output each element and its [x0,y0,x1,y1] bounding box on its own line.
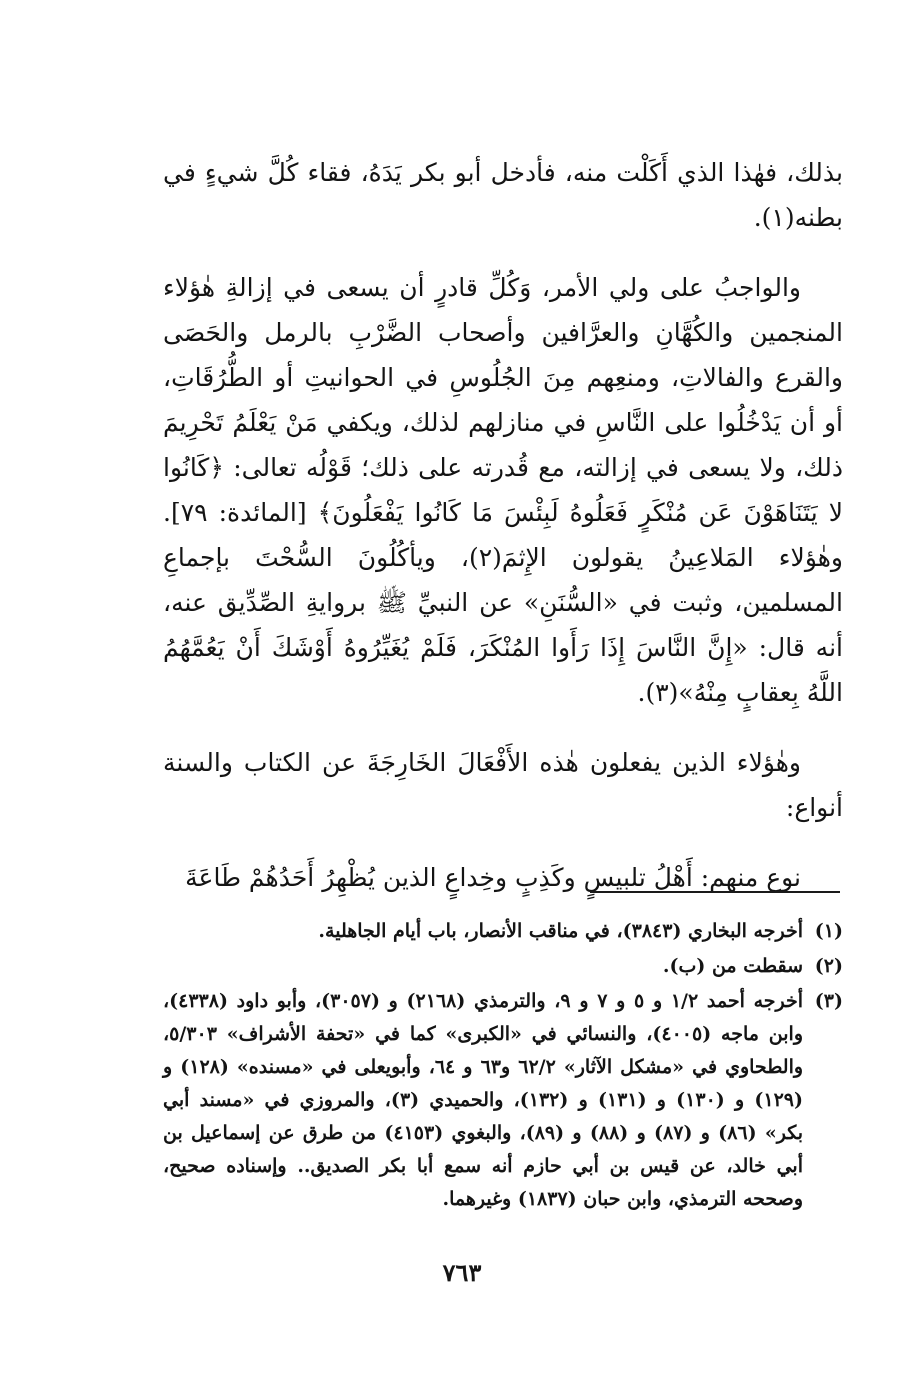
page-number: ٧٦٣ [442,1258,482,1287]
footnote-text: سقطت من (ب). [662,955,803,977]
footnote-number: (١) [814,920,843,942]
footnote-3 [163,985,843,1216]
footnote-2 [163,950,843,983]
paragraph-types-intro: وهٰؤلاء الذين يفعلون هٰذه الأَفْعَالَ الخَارِجَةَ عن الكتاب والسنة أنواع: [163,748,843,822]
paragraph-duty-of-ruler: والواجبُ على ولي الأمر، وَكُلِّ قادرٍ أن يسعى في إزالةِ هٰؤلاء المنجمين والكُهَّانِ والعرَّافين وأصحاب الضَّرْبِ بالرمل والحَصَى والقرع والفالاتِ، ومنعِهم مِنَ الجُلُوسِ في الحوانيتِ أو الطُّرُقَاتِ، أو أن يَدْخُلُوا على النَّاسِ في منازلهم لذلك، ويكفي مَنْ يَعْلَمُ تَحْرِيمَ ذلك، ولا يسعى في إزالته، مع قُدرته على ذلك؛ قَوْلُه تعالى: ﴿كَانُوا لا يَتَنَاهَوْنَ عَن مُنْكَرٍ فَعَلُوهُ لَبِئْسَ مَا كَانُوا يَفْعَلُونَ﴾ [المائدة: ٧٩]. وهٰؤلاء المَلاعِينُ يقولون الإِثمَ(٢)، ويأكُلُونَ السُّحْتَ بإجماعِ المسلمين، وثبت في «السُّنَنِ» عن النبيِّ ﷺ بروايةِ الصِّدِّيق عنه، أنه قال: «إِنَّ النَّاسَ إِذَا رَأَوا المُنْكَرَ، فَلَمْ يُغَيِّرُوهُ أَوْشَكَ أَنْ يَعُمَّهُمُ اللَّهُ بِعقابٍ مِنْهُ»(٣). [163,273,843,707]
main-text [163,150,843,925]
paragraph-first-type: نوع منهم: أَهْلُ تلبيسٍ وكَذِبٍ وخِداعٍ الذين يُظْهِرُ أَحَدُهُمْ طَاعَةَ [185,863,801,892]
footnotes [163,915,843,1218]
footnote-number: (٣) [814,990,843,1012]
footnote-1 [163,915,843,948]
footnote-number: (٢) [814,955,843,977]
footnote-text: أخرجه البخاري (٣٨٤٣)، في مناقب الأنصار، باب أيام الجاهلية. [318,920,803,942]
footnote-text: أخرجه أحمد ١/٢ و ٥ و ٧ و ٩، والترمذي (٢١٦٨) و (٣٠٥٧)، وأبو داود (٤٣٣٨)، وابن ماجه (٤٠٠٥)، والنسائي في «الكبرى» كما في «تحفة الأشراف» ٥/٣٠٣، والطحاوي في «مشكل الآثار» ٦٢/٢ و٦٣ و ٦٤، وأبويعلى في «مسنده» (١٢٨) و (١٢٩) و (١٣٠) و (١٣١) و (١٣٢)، والحميدي (٣)، والمروزي في «مسند أبي بكر» (٨٦) و (٨٧) و (٨٨) و (٨٩)، والبغوي (٤١٥٣) من طرق عن إسماعيل بن أبي خالد، عن قيس بن أبي حازم أنه سمع أبا بكر الصديق.. وإسناده صحيح، وصححه الترمذي، وابن حبان (١٨٣٧) وغيرهما. [163,990,804,1210]
paragraph-continuation: بذلك، فهٰذا الذي أَكَلْت منه، فأدخل أبو بكر يَدَهُ، فقاء كُلَّ شيءٍ في بطنه(١). [163,158,843,232]
footnote-separator [590,891,840,893]
